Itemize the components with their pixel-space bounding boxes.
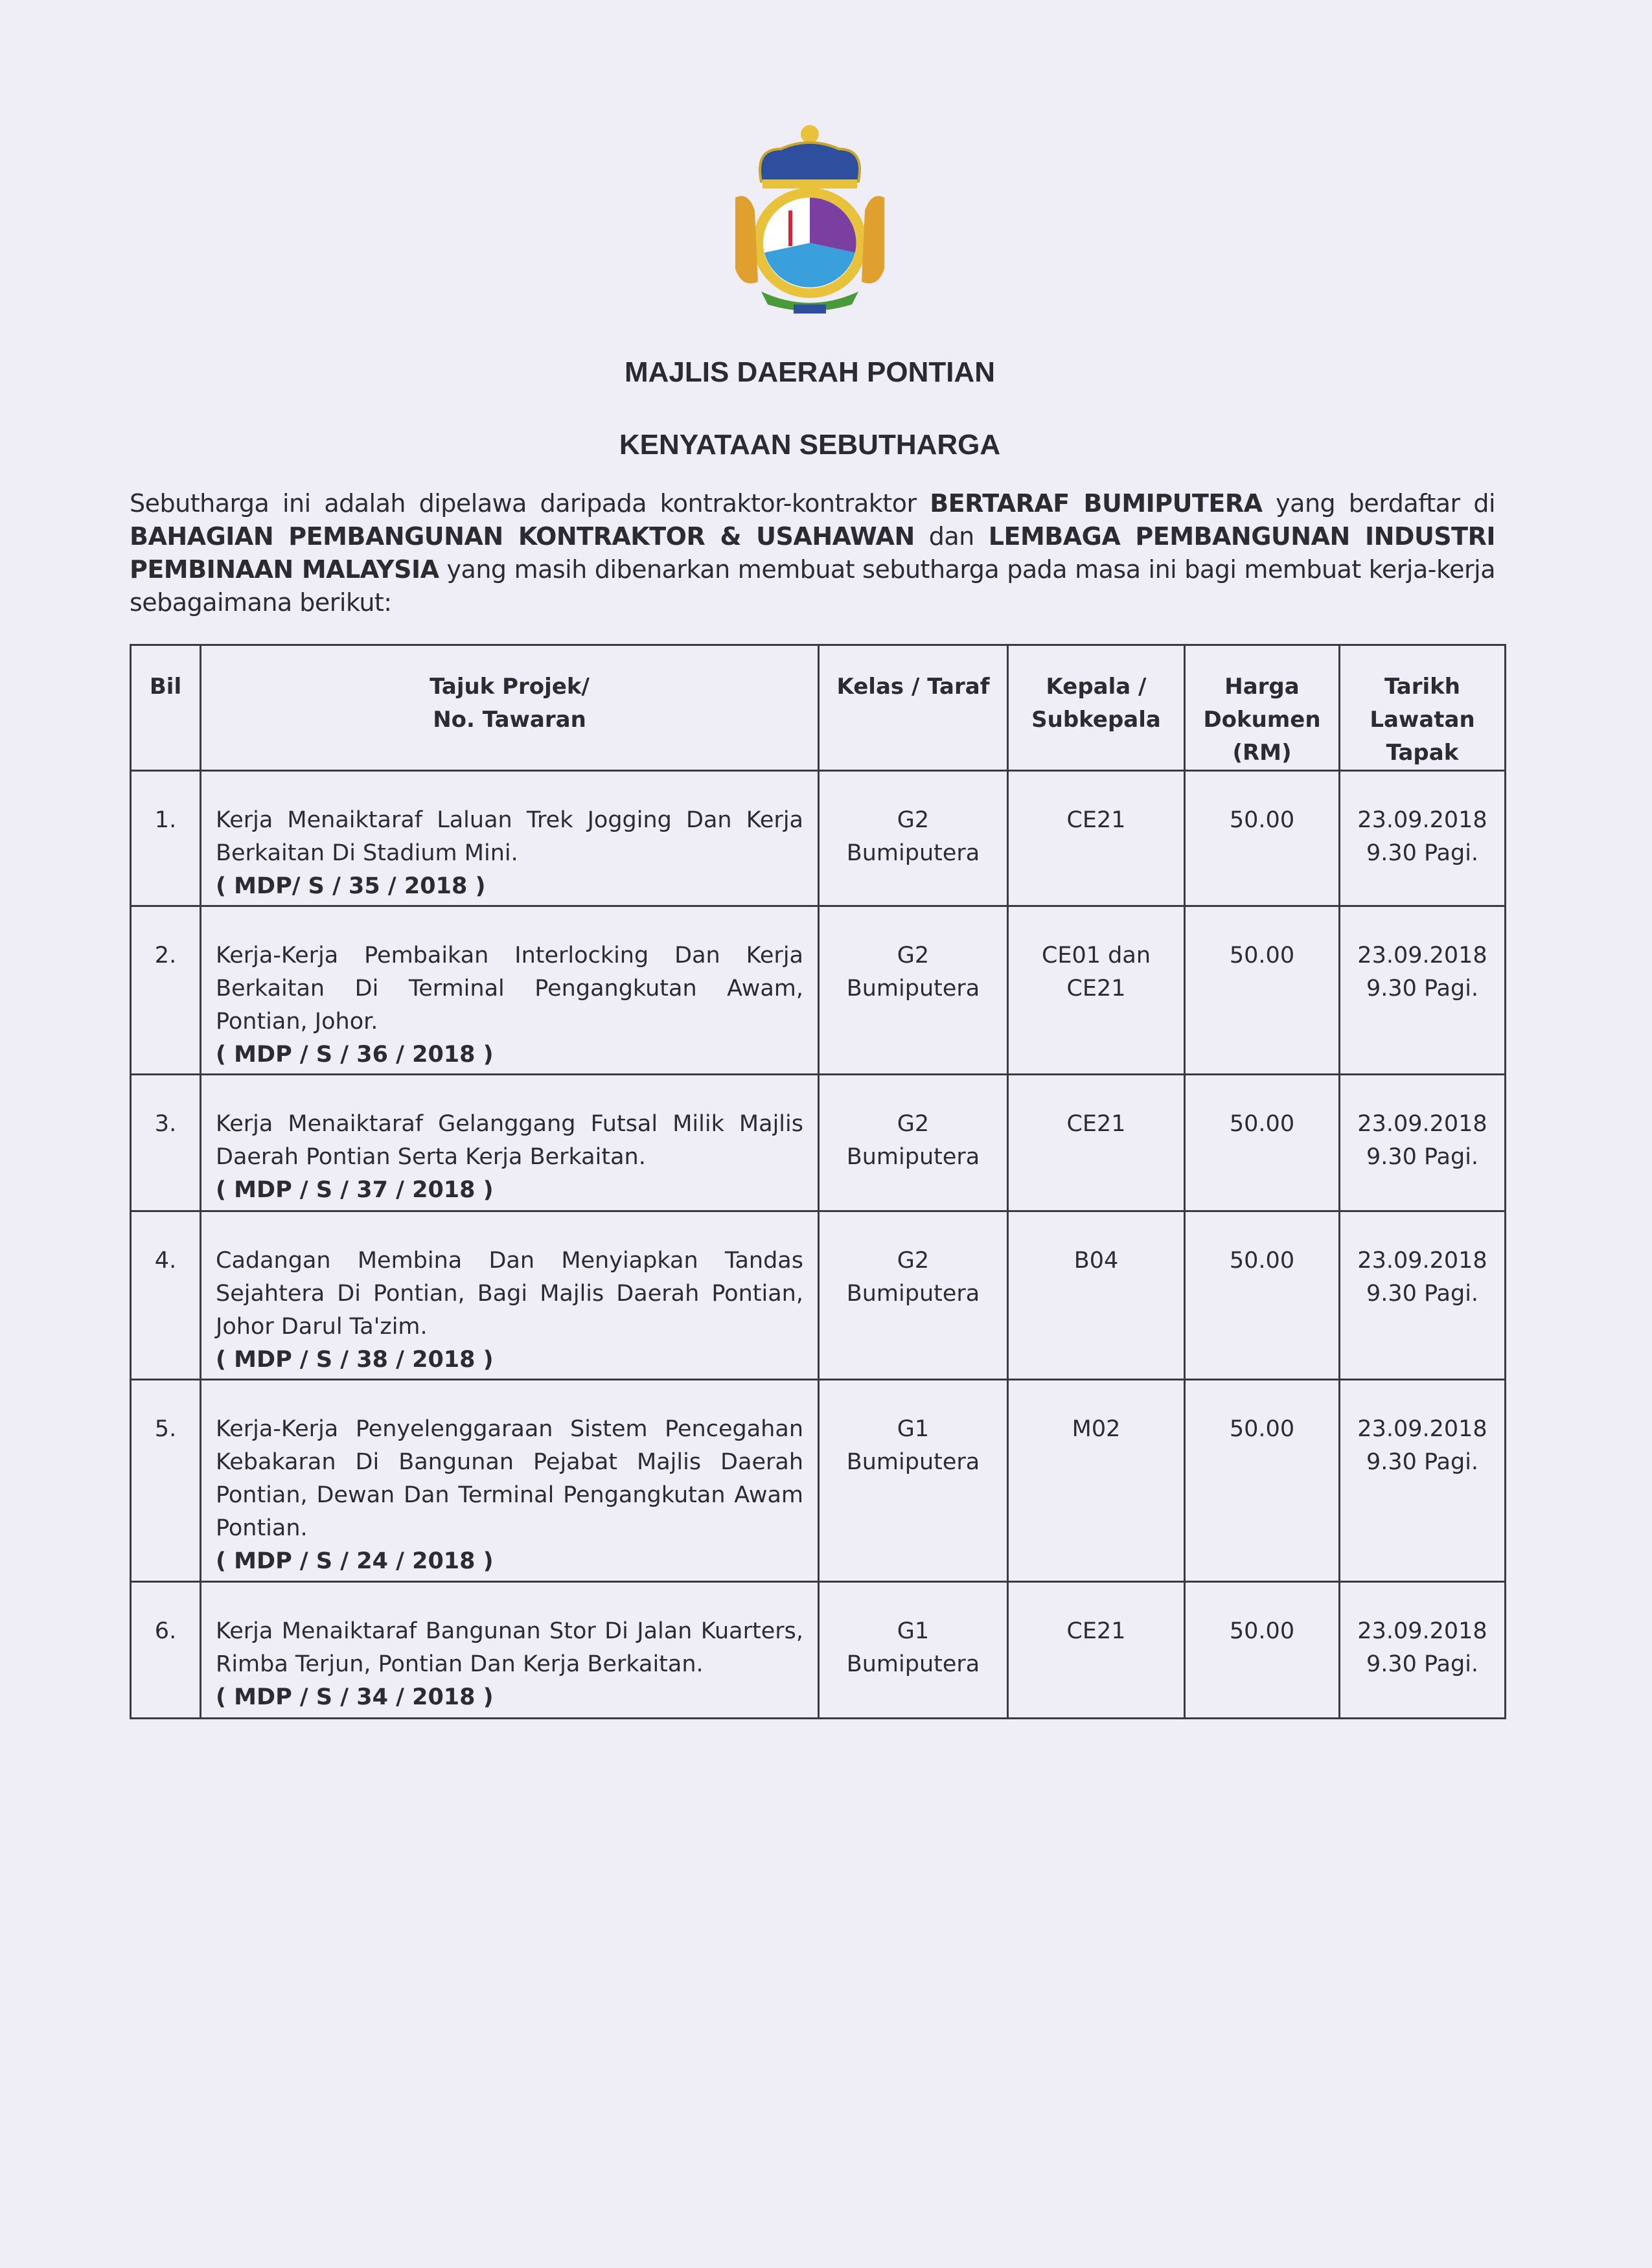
intro-bold: BAHAGIAN PEMBANGUNAN KONTRAKTOR & USAHAWAN: [130, 522, 915, 551]
cell-title: [201, 1211, 819, 1380]
cell-bil: 6.: [131, 1582, 201, 1719]
cell-kepala: CE21: [1008, 1582, 1185, 1719]
project-title: Kerja Menaiktaraf Bangunan Stor Di Jalan Kuarters, Rimba Terjun, Pontian Dan Kerja Berkaitan.: [216, 1618, 803, 1677]
cell-kepala: CE21: [1008, 771, 1185, 906]
cell-bil: 1.: [131, 771, 201, 906]
cell-tarikh: 23.09.2018 9.30 Pagi.: [1340, 1211, 1506, 1380]
cell-tarikh: 23.09.2018 9.30 Pagi.: [1340, 1582, 1506, 1719]
intro-bold: LEMBAGA PEMBANGUNAN INDUSTRI PEMBINAAN MALAYSIA: [130, 522, 1495, 584]
tender-ref: ( MDP / S / 37 / 2018 ): [216, 1177, 494, 1203]
cell-title: [201, 1582, 819, 1719]
intro-text: yang berdaftar di: [1262, 489, 1495, 518]
header-tajuk: Tajuk Projek/ No. Tawaran: [201, 645, 819, 771]
cell-title: [201, 906, 819, 1075]
notice-title: KENYATAAN SEBUTHARGA: [619, 429, 1001, 461]
cell-bil: 4.: [131, 1211, 201, 1380]
header-kelas: Kelas / Taraf: [819, 645, 1008, 771]
project-title: Cadangan Membina Dan Menyiapkan Tandas Sejahtera Di Pontian, Bagi Majlis Daerah Pontian, Johor Darul Ta'zim.: [216, 1248, 803, 1340]
project-title: Kerja-Kerja Penyelenggaraan Sistem Pencegahan Kebakaran Di Bangunan Pejabat Majlis Daerah Pontian, Dewan Dan Terminal Pengangkutan Awam Pontian.: [216, 1416, 803, 1541]
table-row: [131, 1075, 1506, 1211]
council-crest-logo: [716, 120, 904, 321]
cell-harga: 50.00: [1185, 771, 1340, 906]
tender-ref: ( MDP / S / 24 / 2018 ): [216, 1548, 494, 1574]
cell-kelas: G1 Bumiputera: [819, 1582, 1008, 1719]
cell-bil: 2.: [131, 906, 201, 1075]
table-row: [131, 1582, 1506, 1719]
table-row: [131, 906, 1506, 1075]
cell-kelas: G2 Bumiputera: [819, 1075, 1008, 1211]
intro-paragraph: [130, 487, 1495, 619]
cell-title: [201, 1075, 819, 1211]
project-title: Kerja Menaiktaraf Laluan Trek Jogging Dan Kerja Berkaitan Di Stadium Mini.: [216, 807, 803, 866]
intro-text: yang masih dibenarkan membuat sebutharga pada masa ini bagi membuat kerja-kerja sebagaimana berikut:: [130, 555, 1495, 617]
table-row: [131, 1380, 1506, 1582]
header-tarikh: Tarikh Lawatan Tapak: [1340, 645, 1506, 771]
cell-bil: 3.: [131, 1075, 201, 1211]
cell-kepala: B04: [1008, 1211, 1185, 1380]
cell-kelas: G2 Bumiputera: [819, 771, 1008, 906]
table-row: [131, 771, 1506, 906]
tender-ref: ( MDP / S / 38 / 2018 ): [216, 1347, 494, 1373]
intro-text: Sebutharga ini adalah dipelawa daripada kontraktor-kontraktor: [130, 489, 930, 518]
intro-bold: BERTARAF BUMIPUTERA: [930, 489, 1263, 518]
project-title: Kerja-Kerja Pembaikan Interlocking Dan Kerja Berkaitan Di Terminal Pengangkutan Awam, Pontian, Johor.: [216, 943, 803, 1035]
cell-kelas: G1 Bumiputera: [819, 1380, 1008, 1582]
cell-harga: 50.00: [1185, 1582, 1340, 1719]
project-title: Kerja Menaiktaraf Gelanggang Futsal Milik Majlis Daerah Pontian Serta Kerja Berkaitan.: [216, 1111, 803, 1170]
cell-harga: 50.00: [1185, 1211, 1340, 1380]
cell-title: [201, 771, 819, 906]
tender-ref: ( MDP / S / 36 / 2018 ): [216, 1042, 494, 1068]
intro-text: dan: [914, 522, 989, 551]
cell-harga: 50.00: [1185, 906, 1340, 1075]
cell-kepala: CE21: [1008, 1075, 1185, 1211]
header-kepala: Kepala / Subkepala: [1008, 645, 1185, 771]
cell-kepala: M02: [1008, 1380, 1185, 1582]
tender-ref: ( MDP/ S / 35 / 2018 ): [216, 873, 486, 899]
table-row: [131, 1211, 1506, 1380]
cell-kepala: CE01 dan CE21: [1008, 906, 1185, 1075]
cell-tarikh: 23.09.2018 9.30 Pagi.: [1340, 906, 1506, 1075]
cell-harga: 50.00: [1185, 1380, 1340, 1582]
tender-table: [130, 644, 1506, 1719]
cell-tarikh: 23.09.2018 9.30 Pagi.: [1340, 771, 1506, 906]
cell-tarikh: 23.09.2018 9.30 Pagi.: [1340, 1075, 1506, 1211]
cell-title: [201, 1380, 819, 1582]
cell-tarikh: 23.09.2018 9.30 Pagi.: [1340, 1380, 1506, 1582]
cell-bil: 5.: [131, 1380, 201, 1582]
header-harga: Harga Dokumen (RM): [1185, 645, 1340, 771]
tender-ref: ( MDP / S / 34 / 2018 ): [216, 1684, 494, 1710]
cell-harga: 50.00: [1185, 1075, 1340, 1211]
organization-name: MAJLIS DAERAH PONTIAN: [624, 356, 996, 388]
cell-kelas: G2 Bumiputera: [819, 906, 1008, 1075]
cell-kelas: G2 Bumiputera: [819, 1211, 1008, 1380]
header-bil: Bil: [131, 645, 201, 771]
